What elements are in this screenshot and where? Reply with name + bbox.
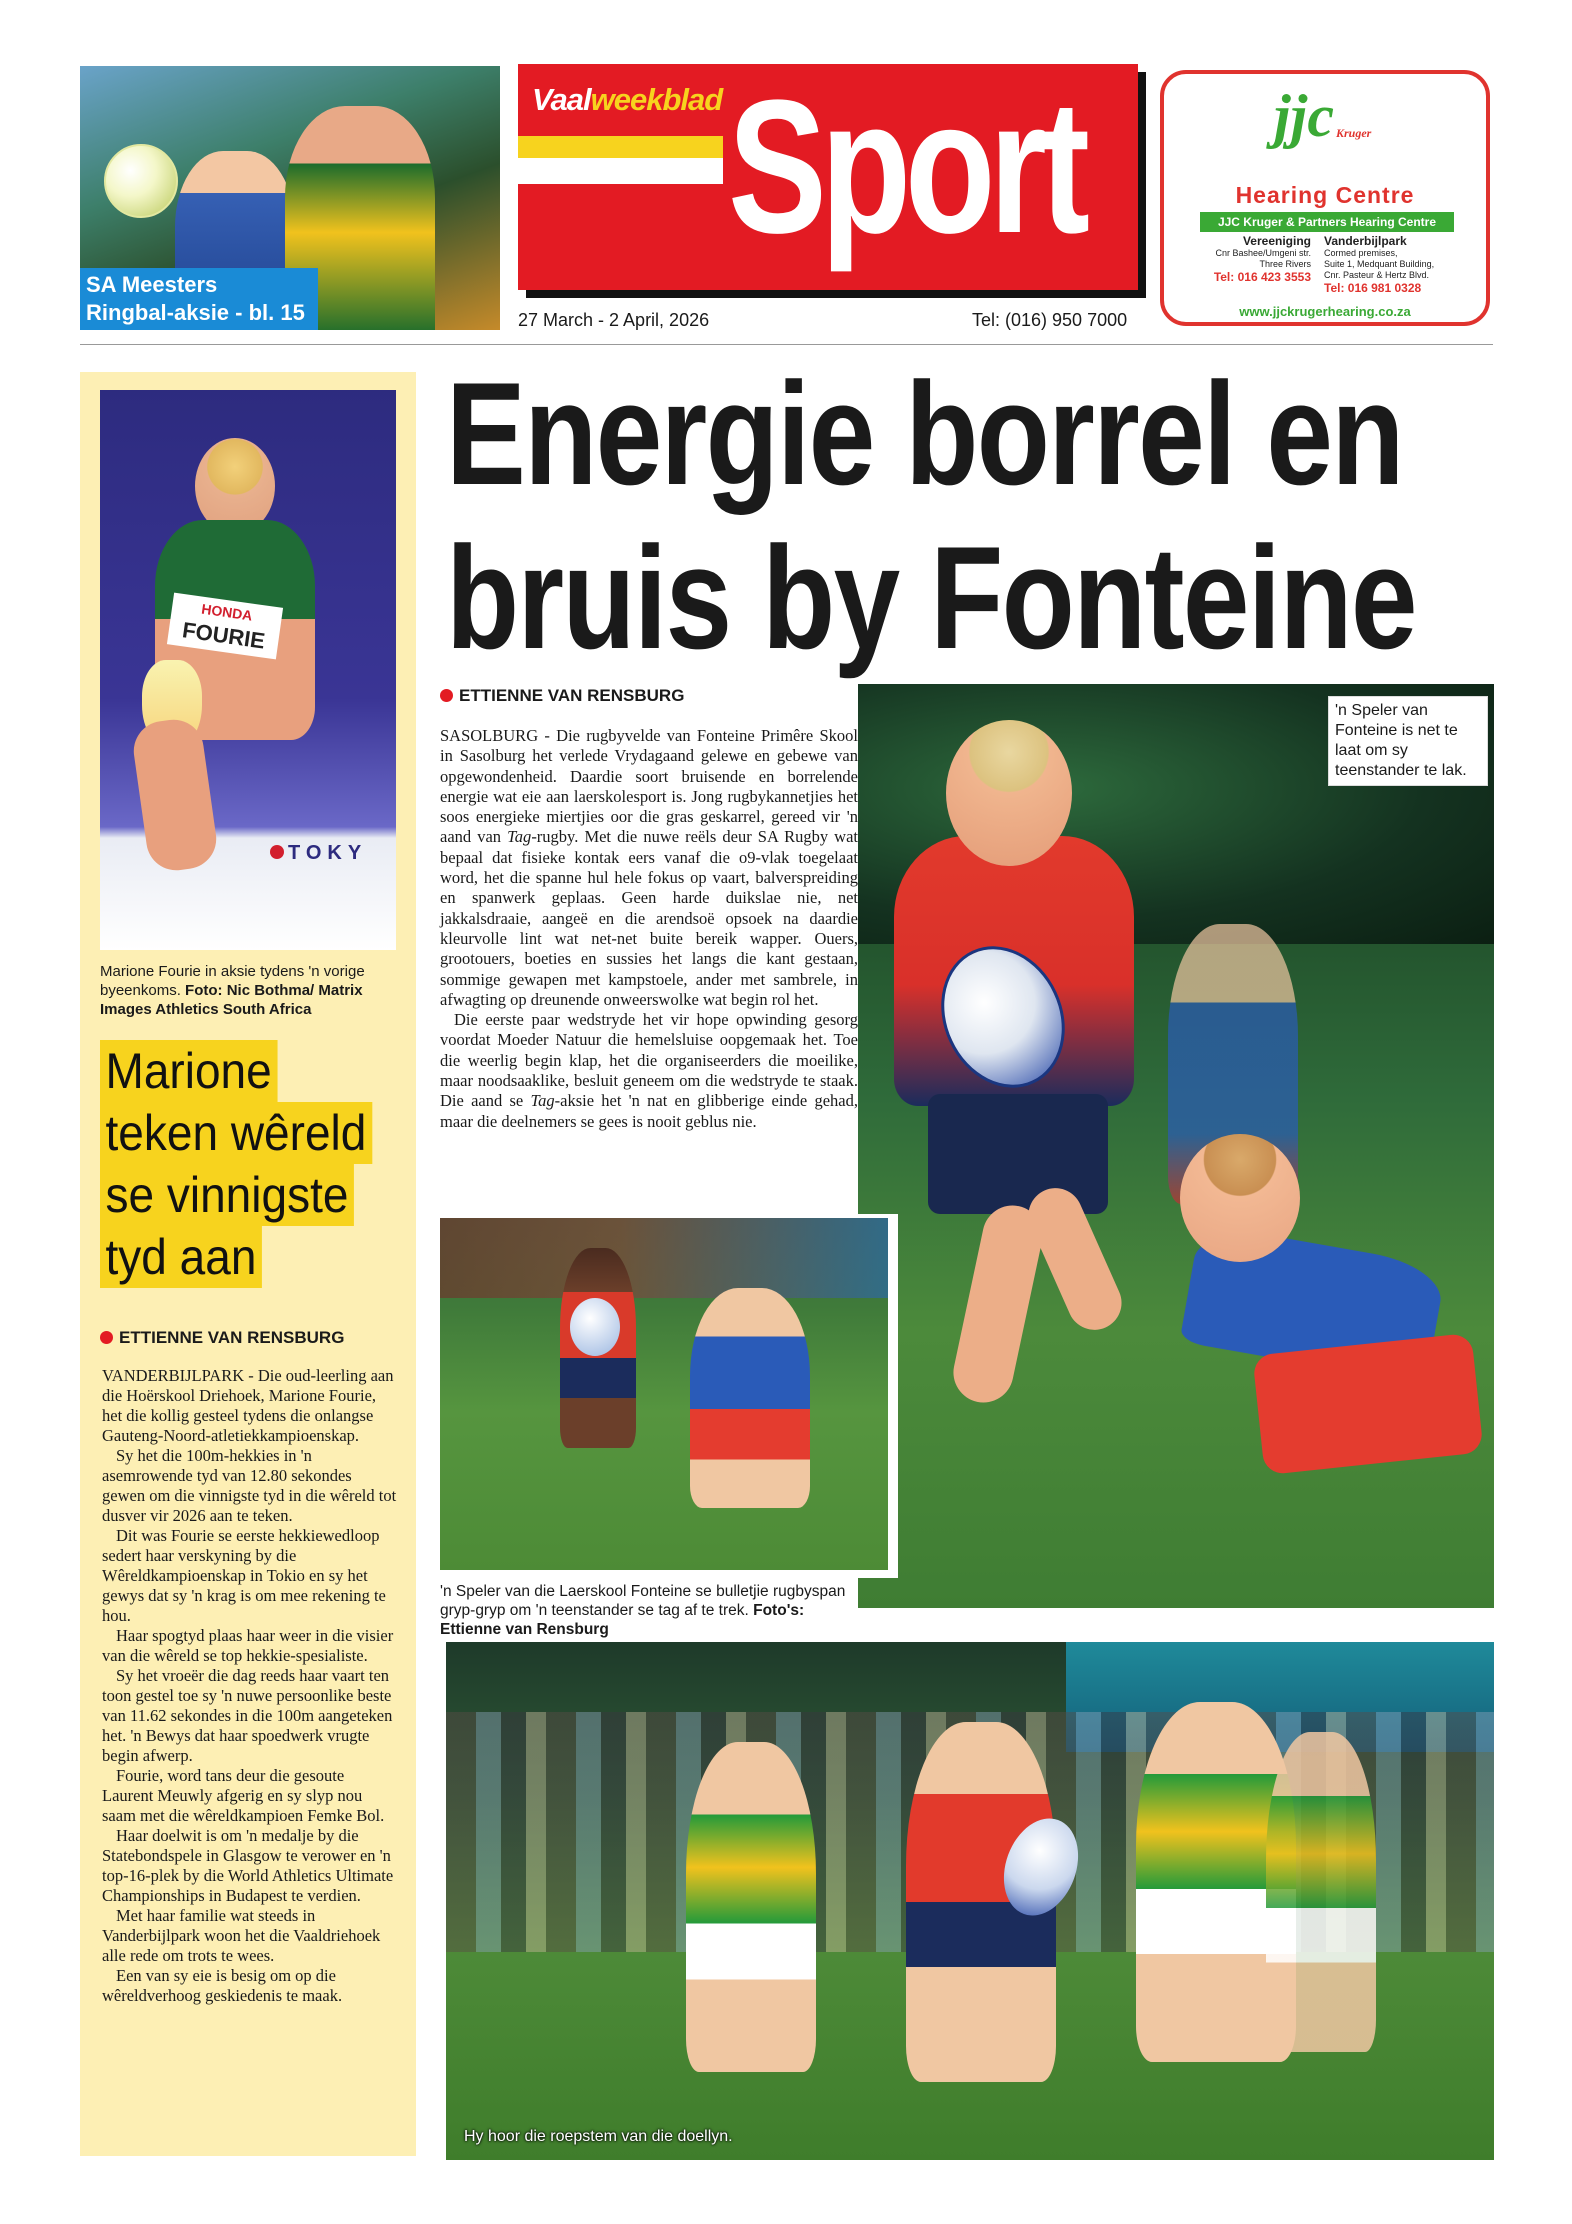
branch-city: Vereeniging — [1242, 234, 1311, 248]
headline-line: teken wêreld — [100, 1102, 372, 1164]
main-article-body — [440, 726, 858, 1132]
promo-caption-line2: Ringbal-aksie - bl. 15 — [86, 300, 305, 325]
headline-line: se vinnigste — [100, 1164, 354, 1226]
headline-line: bruis by Fonteine — [446, 516, 1416, 679]
rugby-main-photo — [858, 684, 1494, 1608]
text-run-italic: Tag — [507, 827, 532, 847]
ad-banner: JJC Kruger & Partners Hearing Centre — [1200, 212, 1454, 232]
jjc-logo-text: jjc — [1274, 83, 1334, 149]
athlete-photo — [100, 390, 396, 950]
article-paragraph: Sy het die 100m-hekkies in 'n asemrowende tyd van 12.80 sekondes gewen om die vinnigste tyd in die wêreld tot dusver vir 2026 aan te teken. — [102, 1446, 397, 1525]
main-photo-caption: 'n Speler van Fonteine is net te laat om sy teenstander te lak. — [1328, 696, 1488, 786]
article-paragraph: VANDERBIJLPARK - Die oud-leerling aan die Hoërskool Driehoek, Marione Fourie, het die kollig gesteel tydens die onlangse Gauteng-Noord-atletiekkampioenskap. — [102, 1366, 394, 1445]
caption-text: Marione Fourie in aksie tydens 'n vorige byeenkoms. — [100, 963, 365, 999]
bib-brand: HONDA — [200, 600, 254, 624]
branch-address: Cnr. Pasteur & Hertz Blvd. — [1324, 270, 1430, 280]
rugby-bottom-photo — [446, 1642, 1494, 2160]
branch-city: Vanderbijlpark — [1324, 234, 1407, 248]
article-paragraph: Haar doelwit is om 'n medalje by die Statebondspele in Glasgow te verower en 'n top-16-plek by die World Athletics Ultimate Championships in Budapest te verdien. — [102, 1826, 394, 1905]
jjc-logo-sub: Kruger — [1336, 126, 1372, 140]
rugby-inset-photo — [440, 1218, 888, 1570]
runner-head — [946, 720, 1072, 866]
masthead-vaal: Vaal — [532, 82, 591, 117]
text-run: SASOLBURG - Die rugbyvelde van Fonteine Primêre Skool in Sasolburg het verlede Vrydagaand gelewe en gebewe van opgewondenheid. Daardie soort bruisende en borrelende energie wat eie aan laerskolesport is. Jong rugbykannetjies het soos energieke miertjies oor die gras geskarrel, gereed vir 'n aand van — [440, 726, 858, 847]
branch-address: Suite 1, Medquant Building, — [1324, 259, 1435, 269]
headline-line: tyd aan — [100, 1226, 262, 1288]
promo-caption-line1: SA Meesters — [86, 272, 218, 297]
diving-player-head — [1180, 1134, 1300, 1262]
text-run: -aksie het 'n nat en glibberige einde gehad, maar die deelnemers se gees is nooit geblus nie. — [440, 1091, 858, 1131]
main-headline[interactable] — [446, 352, 1416, 680]
jjc-logo — [1274, 82, 1384, 162]
player-green-jersey — [686, 1742, 816, 2072]
masthead-section: Sport — [728, 64, 1084, 273]
masthead-stripe — [518, 136, 723, 158]
article-paragraph: Dit was Fourie se eerste hekkiewedloop sedert haar verskyning by die Wêreldkampioenskap in Tokio en sy het gewys dat sy 'n krag is om mee rekening te hou. — [102, 1526, 386, 1625]
photo-credit: Foto's: Ettienne van Rensburg — [440, 1602, 805, 1638]
defender — [690, 1288, 810, 1508]
background-tents — [440, 1218, 888, 1298]
player-green-jersey — [1266, 1732, 1376, 2052]
masthead — [518, 64, 1138, 290]
article-paragraph: Een van sy eie is besig om op die wêreldverhoog geskiedenis te maak. — [102, 1966, 343, 2005]
sidebar-article-body — [102, 1366, 398, 2006]
masthead-weekblad: weekblad — [590, 82, 723, 117]
branch-phone: Tel: 016 981 0328 — [1324, 281, 1422, 295]
text-run: Die eerste paar wedstryde het vir hope opwinding gesorg voordat Moeder Natuur die hemelsluise oopgemaak het. Toe die weerlig begin klap, het die organiseerders die moeilike, maar noodsaaklike, besluit geneem om die wedstryde te staak. Die aand se — [440, 1010, 858, 1111]
tokyo-banner: TOKY — [270, 842, 367, 865]
issue-date: 27 March - 2 April, 2026 — [518, 310, 710, 330]
headline-line: Marione — [100, 1040, 277, 1102]
masthead-publication — [532, 82, 722, 118]
article-paragraph — [440, 1010, 858, 1132]
branch-address: Three Rivers — [1259, 259, 1311, 269]
article-paragraph — [440, 726, 858, 1010]
headline-line: Energie borrel en — [446, 352, 1403, 515]
main-byline: ETTIENNE VAN RENSBURG — [440, 686, 684, 706]
masthead-stripe — [518, 158, 723, 184]
caption-text: 'n Speler van die Laerskool Fonteine se bulletjie rugbyspan gryp-gryp om 'n teenstander se tag af te trek. — [440, 1583, 846, 1619]
bottom-photo-caption: Hy hoor die roepstem van die doellyn. — [464, 2128, 733, 2145]
branch-phone: Tel: 016 423 3553 — [1213, 270, 1311, 284]
text-run-italic: Tag — [530, 1091, 555, 1111]
article-paragraph: Met haar familie wat steeds in Vanderbijlpark woon het die Vaaldriehoek alle rede om trots te wees. — [102, 1906, 381, 1965]
ad-website-link[interactable]: www.jjckrugerhearing.co.za — [1239, 304, 1411, 319]
ad-title: Hearing Centre — [1235, 182, 1415, 208]
article-paragraph: Sy het vroeër die dag reeds haar vaart ten toon gestel toe sy 'n nuwe persoonlike beste van 11.62 sekondes in die 100m aangeteken het. 'n Bewys dat haar spoedwerk vrugte begin afwerp. — [102, 1666, 393, 1765]
header-divider — [80, 344, 1493, 345]
photo-credit: Foto: Nic Bothma/ Matrix Images Athletics South Africa — [100, 982, 363, 1018]
sidebar-headline[interactable] — [100, 1040, 400, 1288]
article-paragraph: Fourie, word tans deur die gesoute Laurent Meuwly afgerig en sy slyp nou saam met die wêreldkampioen Femke Bol. — [102, 1766, 385, 1825]
diving-player-shorts — [1252, 1333, 1483, 1475]
hearing-centre-ad[interactable] — [1160, 70, 1490, 326]
rugby-ball — [570, 1298, 620, 1356]
ad-branch-vanderbijlpark — [1324, 236, 1474, 294]
athlete-photo-caption — [100, 962, 400, 1019]
branch-address: Cnr Bashee/Umgeni str. — [1215, 248, 1311, 258]
branch-address: Cormed premises, — [1324, 248, 1398, 258]
ad-branch-vereeniging — [1186, 236, 1311, 283]
article-paragraph: Haar spogtyd plaas haar weer in die visier van die wêreld se top hekkie-spesialiste. — [102, 1626, 394, 1665]
netball-graphic — [104, 144, 178, 218]
newsroom-phone: Tel: (016) 950 7000 — [972, 310, 1128, 330]
runner-shorts — [928, 1094, 1108, 1214]
bib-name: FOURIE — [180, 617, 267, 654]
sidebar-byline: ETTIENNE VAN RENSBURG — [100, 1328, 344, 1348]
promo-caption[interactable] — [80, 268, 318, 330]
text-run: -rugby. Met die nuwe reëls deur SA Rugby wat bepaal dat fisieke kontak eers vanaf die o9-vlak toegelaat word, het die spanne hul hele fokus op vaart, balverspreiding en spanwerk geplaas. Geen harde duikslae nie, net jakkalsdraaie, aangeë en die arendsoë opsoek na daardie kleurvolle lint wat net-net buite bereik wapper. Ouers, grootouers, boeties en sussies het langs die kant gestaan, sommige gewapen met kampstoele, ander met sambrele, in afwagting op dreunende onweerswolke wat begin rol het. — [440, 827, 858, 1009]
inset-photo-caption — [440, 1582, 860, 1639]
